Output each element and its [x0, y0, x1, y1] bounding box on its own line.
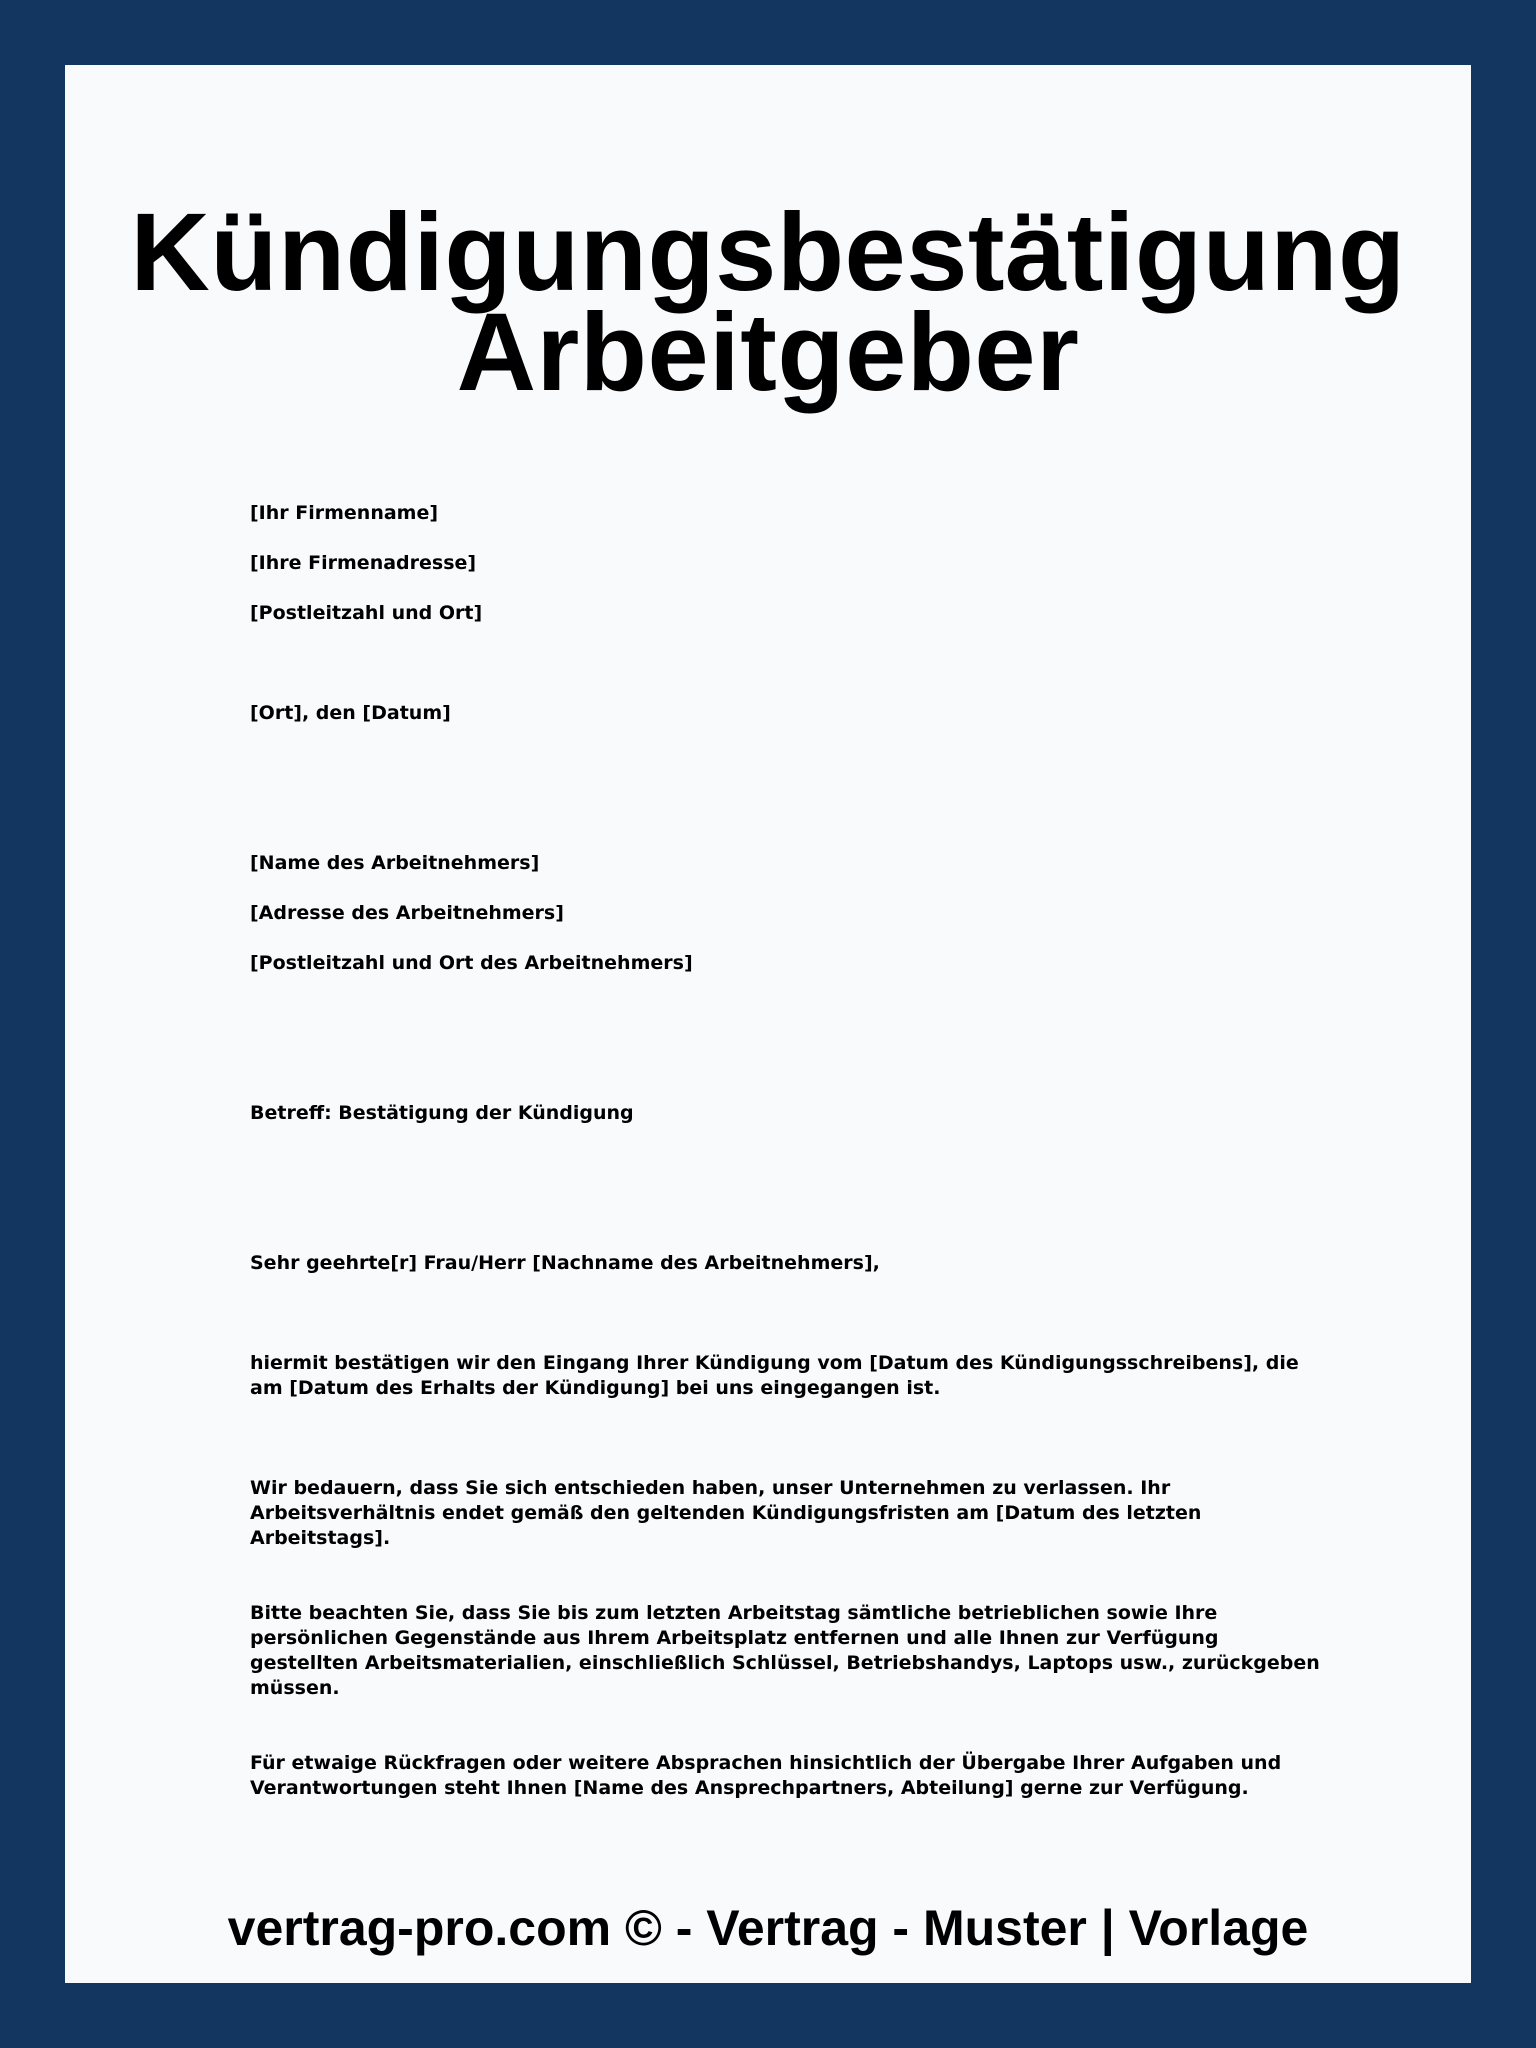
sender-company-name: [Ihr Firmenname] — [250, 502, 439, 524]
salutation: Sehr geehrte[r] Frau/Herr [Nachname des Arbeitnehmers], — [250, 1252, 880, 1274]
sender-postal-city: [Postleitzahl und Ort] — [250, 602, 483, 624]
document-page — [65, 65, 1471, 1983]
paragraph-4: Für etwaige Rückfragen oder weitere Absprachen hinsichtlich der Übergabe Ihrer Aufgaben und Verantwortungen steht Ihnen [Name des Ansprechpartners, Abteilung] gerne zur Verfügung. — [250, 1752, 1282, 1799]
subject-line: Betreff: Bestätigung der Kündigung — [250, 1102, 634, 1124]
footer-watermark: vertrag-pro.com © - Vertrag - Muster | Vorlage — [227, 1900, 1309, 1956]
place-date: [Ort], den [Datum] — [250, 702, 451, 724]
sender-company-address: [Ihre Firmenadresse] — [250, 552, 477, 574]
paragraph-3: Bitte beachten Sie, dass Sie bis zum letzten Arbeitstag sämtliche betrieblichen sowie Ihre persönlichen Gegenstände aus Ihrem Arbeitsplatz entfernen und alle Ihnen zur Verfügung gestellten Arbeitsmaterialien, einschließlich Schlüssel, Betriebshandys, Laptops usw., zurückgeben müssen. — [250, 1602, 1320, 1699]
paragraph-1: hiermit bestätigen wir den Eingang Ihrer Kündigung vom [Datum des Kündigungsschreibens], die am [Datum des Erhalts der Kündigung] bei uns eingegangen ist. — [250, 1352, 1299, 1399]
document-title — [65, 191, 1471, 414]
recipient-address: [Adresse des Arbeitnehmers] — [250, 902, 564, 924]
recipient-name: [Name des Arbeitnehmers] — [250, 852, 540, 874]
paragraph-2: Wir bedauern, dass Sie sich entschieden haben, unser Unternehmen zu verlassen. Ihr Arbeitsverhältnis endet gemäß den geltenden Kündigungsfristen am [Datum des letzten Arbeitstags]. — [250, 1477, 1202, 1549]
recipient-postal-city: [Postleitzahl und Ort des Arbeitnehmers] — [250, 952, 693, 974]
document-title-line-1: Kündigungsbestätigung — [130, 191, 1406, 314]
document-title-line-2: Arbeitgeber — [456, 291, 1080, 414]
